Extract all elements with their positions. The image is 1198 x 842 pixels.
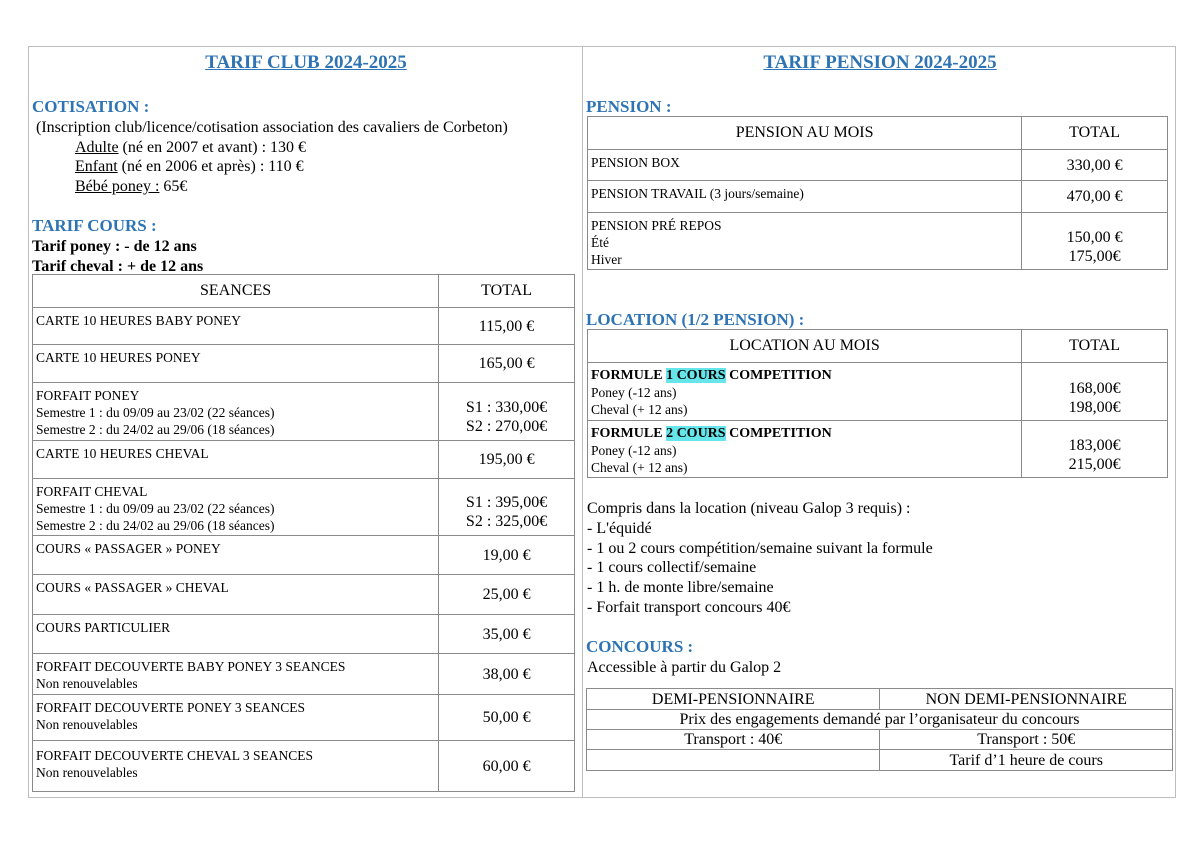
club-title: TARIF CLUB 2024-2025 — [205, 52, 407, 73]
pension-table — [587, 116, 1168, 270]
cotisation-heading: COTISATION : — [32, 97, 150, 116]
table-row: FORMULE 2 COURS COMPETITION Poney (-12 ans) Cheval (+ 12 ans) 183,00€ 215,00€ — [588, 421, 1168, 478]
table-header-row — [33, 275, 575, 308]
table-row: FORMULE 1 COURS COMPETITION Poney (-12 ans) Cheval (+ 12 ans) 168,00€ 198,00€ — [588, 363, 1168, 421]
table-header-row: DEMI-PENSIONNAIRE NON DEMI-PENSIONNAIRE — [587, 689, 1173, 710]
table-row: COURS « PASSAGER » CHEVAL 25,00 € — [33, 575, 575, 615]
location-table — [587, 329, 1168, 478]
table-row: FORFAIT DECOUVERTE CHEVAL 3 SEANCES Non renouvelables 60,00 € — [33, 741, 575, 792]
highlight: 1 COURS — [666, 368, 726, 383]
concours-heading: CONCOURS : — [586, 637, 694, 656]
table-row: PENSION BOX 330,00 € — [588, 150, 1168, 181]
highlight: 2 COURS — [666, 426, 726, 441]
table-row: COURS « PASSAGER » PONEY 19,00 € — [33, 536, 575, 575]
table-header-row: LOCATION AU MOIS TOTAL — [588, 330, 1168, 363]
list-item: - 1 h. de monte libre/semaine — [587, 579, 774, 596]
column-divider — [582, 46, 583, 798]
table-row: FORFAIT CHEVAL Semestre 1 : du 09/09 au 23/02 (22 séances) Semestre 2 : du 24/02 au 29/06 (18 séances) S1 : 395,00€ S2 : 325,00€ — [33, 479, 575, 536]
col-header-total: TOTAL — [439, 275, 575, 308]
table-row: Tarif d’1 heure de cours — [587, 750, 1173, 771]
list-item: - Forfait transport concours 40€ — [587, 599, 791, 616]
table-row: CARTE 10 HEURES CHEVAL 195,00 € — [33, 441, 575, 479]
col-header-seances: SEANCES — [33, 275, 439, 308]
cours-table — [32, 274, 575, 792]
table-row: CARTE 10 HEURES BABY PONEY 115,00 € — [33, 308, 575, 345]
table-row: PENSION TRAVAIL (3 jours/semaine) 470,00 € — [588, 181, 1168, 213]
list-item: - 1 cours collectif/semaine — [587, 559, 757, 576]
list-item: - L'équidé — [587, 520, 652, 537]
table-row: CARTE 10 HEURES PONEY 165,00 € — [33, 345, 575, 383]
location-heading: LOCATION (1/2 PENSION) : — [586, 310, 805, 329]
cotisation-adulte: Adulte (né en 2007 et avant) : 130 € — [75, 139, 307, 156]
cotisation-bebe: Bébé poney : 65€ — [75, 178, 188, 195]
table-header-row: PENSION AU MOIS TOTAL — [588, 117, 1168, 150]
table-row: PENSION PRÉ REPOS Été Hiver 150,00 € 175,00€ — [588, 213, 1168, 270]
concours-text: Accessible à partir du Galop 2 — [587, 659, 782, 676]
table-row: Transport : 40€ Transport : 50€ — [587, 730, 1173, 750]
pension-title: TARIF PENSION 2024-2025 — [763, 52, 997, 73]
table-row: Prix des engagements demandé par l’organisateur du concours — [587, 710, 1173, 730]
tarif-poney: Tarif poney : - de 12 ans — [32, 238, 197, 255]
concours-table — [586, 688, 1173, 771]
table-row: FORFAIT DECOUVERTE BABY PONEY 3 SEANCES Non renouvelables 38,00 € — [33, 654, 575, 695]
tarif-cheval: Tarif cheval : + de 12 ans — [32, 258, 204, 275]
pension-heading: PENSION : — [586, 97, 672, 116]
table-row: FORFAIT PONEY Semestre 1 : du 09/09 au 23/02 (22 séances) Semestre 2 : du 24/02 au 29/06 (18 séances) S1 : 330,00€ S2 : 270,00€ — [33, 383, 575, 441]
cotisation-intro: (Inscription club/licence/cotisation association des cavaliers de Corbeton) — [36, 119, 508, 136]
cours-heading: TARIF COURS : — [32, 216, 157, 235]
compris-title: Compris dans la location (niveau Galop 3 requis) : — [587, 500, 911, 517]
table-row: COURS PARTICULIER 35,00 € — [33, 615, 575, 654]
cotisation-enfant: Enfant (né en 2006 et après) : 110 € — [75, 158, 304, 175]
table-row: FORFAIT DECOUVERTE PONEY 3 SEANCES Non renouvelables 50,00 € — [33, 695, 575, 741]
list-item: - 1 ou 2 cours compétition/semaine suivant la formule — [587, 540, 933, 557]
